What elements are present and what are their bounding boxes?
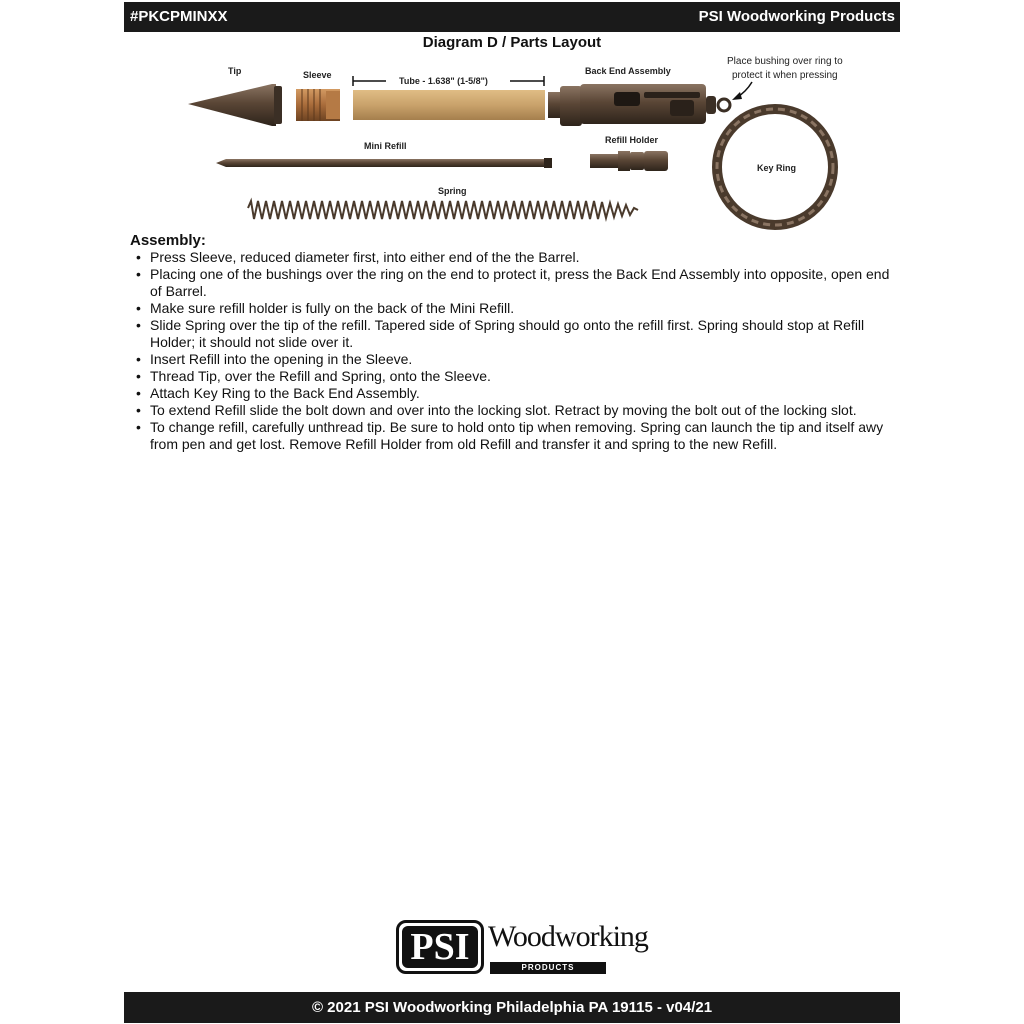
- mini-refill-part: [216, 158, 552, 168]
- brand-label: PSI Woodworking Products: [698, 8, 895, 25]
- spring-label: Spring: [438, 186, 467, 196]
- back-end-part: [548, 84, 730, 126]
- header-bar: [124, 2, 900, 32]
- assembly-step: • Thread Tip, over the Refill and Spring, onto the Sleeve.: [150, 368, 890, 385]
- back-end-label: Back End Assembly: [585, 66, 671, 76]
- refill-holder-part: [590, 151, 668, 171]
- parts-diagram: [124, 52, 900, 232]
- assembly-step: • Attach Key Ring to the Back End Assembly.: [150, 385, 890, 402]
- assembly-step: • Insert Refill into the opening in the Sleeve.: [150, 351, 890, 368]
- sku-label: #PKCPMINXX: [130, 8, 228, 25]
- assembly-step: • Make sure refill holder is fully on the back of the Mini Refill.: [150, 300, 890, 317]
- mini-refill-label: Mini Refill: [364, 141, 407, 151]
- logo-products-text: PRODUCTS: [490, 962, 606, 974]
- assembly-step: • To extend Refill slide the bolt down and over into the locking slot. Retract by moving the bolt out of the locking slot.: [150, 402, 890, 419]
- assembly-step: • Slide Spring over the tip of the refill. Tapered side of Spring should go onto the refill first. Spring should stop at Refill Holder; it should not slide over it.: [150, 317, 890, 351]
- footer-bar: [124, 992, 900, 1023]
- tube-label: Tube - 1.638" (1-5/8"): [399, 76, 488, 86]
- tip-label: Tip: [228, 66, 242, 76]
- footer-text: © 2021 PSI Woodworking Philadelphia PA 19115 - v04/21: [311, 999, 713, 1016]
- assembly-step: • To change refill, carefully unthread tip. Be sure to hold onto tip when removing. Spring can launch the tip and itself awy from pen and get lost. Remove Refill Holder from old Refill and transfer it and spring to the new Refill.: [150, 419, 890, 453]
- spring-part: [248, 201, 638, 219]
- psi-logo-mark: [396, 920, 484, 974]
- key-ring-label: Key Ring: [757, 163, 797, 173]
- logo-woodworking-text: Woodworking: [488, 920, 648, 953]
- bushing-arrow: [732, 82, 752, 100]
- bushing-note-line1: Place bushing over ring to: [727, 56, 843, 67]
- sleeve-part: [296, 89, 340, 121]
- psi-logo-text: PSI: [402, 926, 478, 968]
- diagram-title: Diagram D / Parts Layout: [422, 34, 602, 51]
- psi-logo: [396, 920, 648, 978]
- assembly-steps: [130, 249, 890, 453]
- tube-part: [353, 90, 545, 120]
- tip-part: [188, 84, 282, 126]
- assembly-heading: Assembly:: [130, 232, 206, 249]
- refill-holder-label: Refill Holder: [605, 135, 659, 145]
- assembly-step: • Placing one of the bushings over the ring on the end to protect it, press the Back End Assembly into opposite, open end of Barrel.: [150, 266, 890, 300]
- sleeve-label: Sleeve: [303, 70, 332, 80]
- bushing-note-line2: protect it when pressing: [732, 70, 838, 81]
- assembly-section: [130, 232, 890, 453]
- assembly-step: • Press Sleeve, reduced diameter first, into either end of the the Barrel.: [150, 249, 890, 266]
